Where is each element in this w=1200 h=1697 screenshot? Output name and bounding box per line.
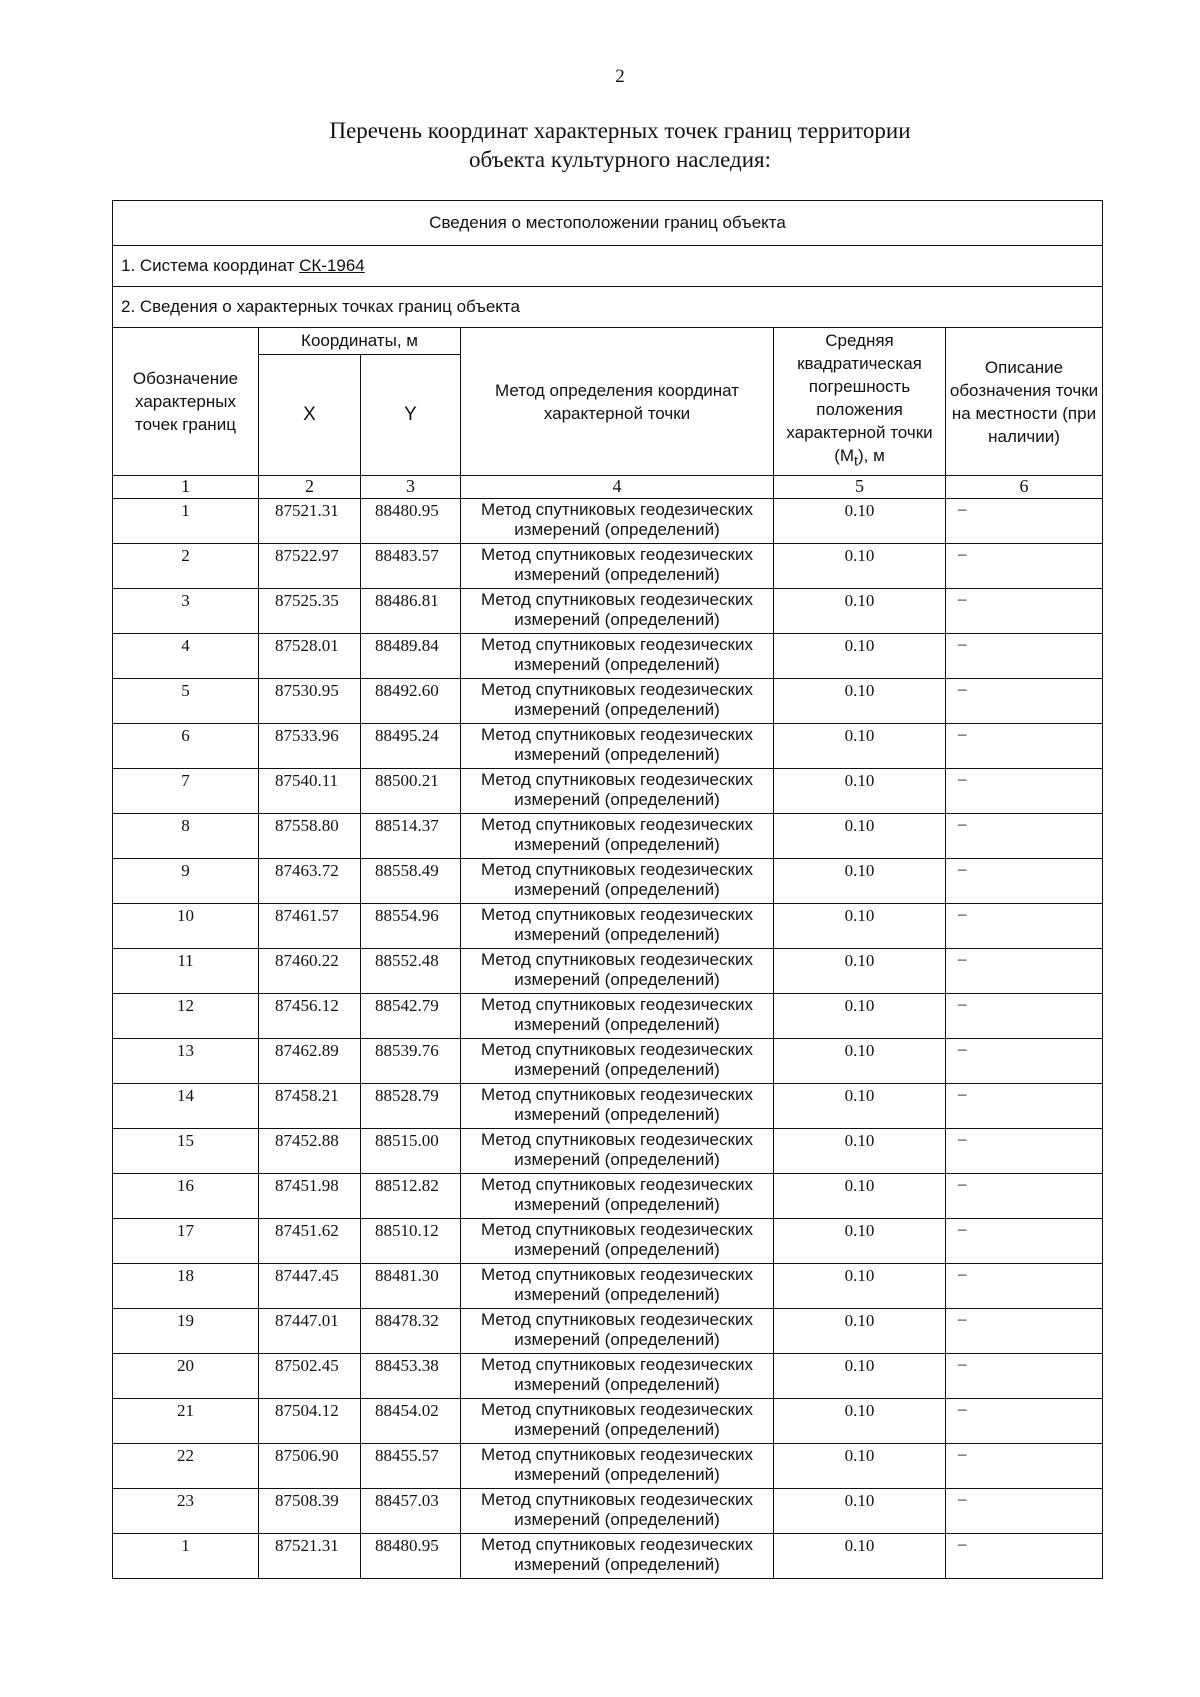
method-cell: Метод спутниковых геодезических измерений (определений) xyxy=(461,544,774,589)
table-row xyxy=(113,859,1103,904)
header-description: Описание обозначения точки на местности (при наличии) xyxy=(946,328,1103,476)
y-coordinate-cell: 88500.21 xyxy=(361,769,461,814)
point-id-cell: 7 xyxy=(113,769,259,814)
x-coordinate-cell: 87460.22 xyxy=(259,949,361,994)
column-number: 2 xyxy=(259,476,361,499)
table-row xyxy=(113,1174,1103,1219)
description-cell: – xyxy=(946,1309,1103,1354)
column-number: 1 xyxy=(113,476,259,499)
accuracy-cell: 0.10 xyxy=(774,859,946,904)
accuracy-cell: 0.10 xyxy=(774,724,946,769)
y-coordinate-cell: 88515.00 xyxy=(361,1129,461,1174)
accuracy-cell: 0.10 xyxy=(774,1084,946,1129)
point-id-cell: 12 xyxy=(113,994,259,1039)
table-row xyxy=(113,1534,1103,1579)
method-cell: Метод спутниковых геодезических измерений (определений) xyxy=(461,859,774,904)
accuracy-cell: 0.10 xyxy=(774,679,946,724)
description-cell: – xyxy=(946,679,1103,724)
table-row xyxy=(113,634,1103,679)
coordinate-system-row xyxy=(113,246,1103,287)
table-row xyxy=(113,814,1103,859)
accuracy-cell: 0.10 xyxy=(774,1219,946,1264)
description-cell: – xyxy=(946,1354,1103,1399)
description-cell: – xyxy=(946,904,1103,949)
point-id-cell: 15 xyxy=(113,1129,259,1174)
accuracy-cell: 0.10 xyxy=(774,1174,946,1219)
table-row xyxy=(113,724,1103,769)
y-coordinate-cell: 88492.60 xyxy=(361,679,461,724)
description-cell: – xyxy=(946,994,1103,1039)
point-id-cell: 10 xyxy=(113,904,259,949)
point-id-cell: 22 xyxy=(113,1444,259,1489)
x-coordinate-cell: 87451.62 xyxy=(259,1219,361,1264)
method-cell: Метод спутниковых геодезических измерений (определений) xyxy=(461,1489,774,1534)
accuracy-cell: 0.10 xyxy=(774,1444,946,1489)
method-cell: Метод спутниковых геодезических измерений (определений) xyxy=(461,994,774,1039)
description-cell: – xyxy=(946,1264,1103,1309)
method-cell: Метод спутниковых геодезических измерений (определений) xyxy=(461,1354,774,1399)
accuracy-cell: 0.10 xyxy=(774,1129,946,1174)
point-id-cell: 5 xyxy=(113,679,259,724)
x-coordinate-cell: 87530.95 xyxy=(259,679,361,724)
accuracy-cell: 0.10 xyxy=(774,1354,946,1399)
y-coordinate-cell: 88453.38 xyxy=(361,1354,461,1399)
x-coordinate-cell: 87506.90 xyxy=(259,1444,361,1489)
x-coordinate-cell: 87533.96 xyxy=(259,724,361,769)
description-cell: – xyxy=(946,1084,1103,1129)
coordinates-table xyxy=(112,200,1103,1579)
table-row xyxy=(113,1489,1103,1534)
x-coordinate-cell: 87456.12 xyxy=(259,994,361,1039)
column-number: 4 xyxy=(461,476,774,499)
y-coordinate-cell: 88457.03 xyxy=(361,1489,461,1534)
header-x: X xyxy=(259,355,361,476)
description-cell: – xyxy=(946,499,1103,544)
description-cell: – xyxy=(946,1399,1103,1444)
accuracy-cell: 0.10 xyxy=(774,499,946,544)
y-coordinate-cell: 88510.12 xyxy=(361,1219,461,1264)
column-number: 3 xyxy=(361,476,461,499)
column-numbers-row xyxy=(113,476,1103,499)
x-coordinate-cell: 87540.11 xyxy=(259,769,361,814)
method-cell: Метод спутниковых геодезических измерений (определений) xyxy=(461,1039,774,1084)
y-coordinate-cell: 88495.24 xyxy=(361,724,461,769)
description-cell: – xyxy=(946,814,1103,859)
x-coordinate-cell: 87502.45 xyxy=(259,1354,361,1399)
method-cell: Метод спутниковых геодезических измерений (определений) xyxy=(461,1129,774,1174)
point-id-cell: 1 xyxy=(113,1534,259,1579)
table-row xyxy=(113,679,1103,724)
point-id-cell: 4 xyxy=(113,634,259,679)
table-row xyxy=(113,1264,1103,1309)
column-number: 5 xyxy=(774,476,946,499)
table-row xyxy=(113,1084,1103,1129)
x-coordinate-cell: 87558.80 xyxy=(259,814,361,859)
point-id-cell: 6 xyxy=(113,724,259,769)
table-row xyxy=(113,1129,1103,1174)
description-cell: – xyxy=(946,1489,1103,1534)
description-cell: – xyxy=(946,769,1103,814)
accuracy-cell: 0.10 xyxy=(774,634,946,679)
description-cell: – xyxy=(946,859,1103,904)
method-cell: Метод спутниковых геодезических измерений (определений) xyxy=(461,1534,774,1579)
subscript-t: t xyxy=(854,453,858,470)
accuracy-cell: 0.10 xyxy=(774,769,946,814)
x-coordinate-cell: 87528.01 xyxy=(259,634,361,679)
x-coordinate-cell: 87461.57 xyxy=(259,904,361,949)
y-coordinate-cell: 88512.82 xyxy=(361,1174,461,1219)
x-coordinate-cell: 87463.72 xyxy=(259,859,361,904)
table-row xyxy=(113,1309,1103,1354)
column-number: 6 xyxy=(946,476,1103,499)
method-cell: Метод спутниковых геодезических измерений (определений) xyxy=(461,949,774,994)
description-cell: – xyxy=(946,589,1103,634)
point-id-cell: 8 xyxy=(113,814,259,859)
header-method: Метод определения координат характерной точки xyxy=(461,328,774,476)
description-cell: – xyxy=(946,544,1103,589)
header-coordinates: Координаты, м xyxy=(259,328,461,355)
x-coordinate-cell: 87451.98 xyxy=(259,1174,361,1219)
y-coordinate-cell: 88514.37 xyxy=(361,814,461,859)
method-cell: Метод спутниковых геодезических измерений (определений) xyxy=(461,904,774,949)
accuracy-cell: 0.10 xyxy=(774,1039,946,1084)
method-cell: Метод спутниковых геодезических измерений (определений) xyxy=(461,814,774,859)
point-id-cell: 16 xyxy=(113,1174,259,1219)
method-cell: Метод спутниковых геодезических измерений (определений) xyxy=(461,1399,774,1444)
table-row xyxy=(113,904,1103,949)
y-coordinate-cell: 88558.49 xyxy=(361,859,461,904)
table-row xyxy=(113,499,1103,544)
point-id-cell: 14 xyxy=(113,1084,259,1129)
method-cell: Метод спутниковых геодезических измерений (определений) xyxy=(461,1444,774,1489)
x-coordinate-cell: 87447.45 xyxy=(259,1264,361,1309)
point-id-cell: 18 xyxy=(113,1264,259,1309)
coordinate-system-value: СК-1964 xyxy=(299,256,365,275)
method-cell: Метод спутниковых геодезических измерений (определений) xyxy=(461,499,774,544)
y-coordinate-cell: 88554.96 xyxy=(361,904,461,949)
header-designation: Обозначение характерных точек границ xyxy=(113,328,259,476)
point-id-cell: 20 xyxy=(113,1354,259,1399)
y-coordinate-cell: 88528.79 xyxy=(361,1084,461,1129)
title-line-1: Перечень координат характерных точек границ территории xyxy=(329,118,911,143)
point-id-cell: 3 xyxy=(113,589,259,634)
point-id-cell: 1 xyxy=(113,499,259,544)
accuracy-cell: 0.10 xyxy=(774,1264,946,1309)
point-id-cell: 2 xyxy=(113,544,259,589)
y-coordinate-cell: 88455.57 xyxy=(361,1444,461,1489)
accuracy-cell: 0.10 xyxy=(774,1309,946,1354)
y-coordinate-cell: 88478.32 xyxy=(361,1309,461,1354)
x-coordinate-cell: 87458.21 xyxy=(259,1084,361,1129)
table-row xyxy=(113,994,1103,1039)
y-coordinate-cell: 88480.95 xyxy=(361,499,461,544)
accuracy-cell: 0.10 xyxy=(774,1399,946,1444)
method-cell: Метод спутниковых геодезических измерений (определений) xyxy=(461,1174,774,1219)
method-cell: Метод спутниковых геодезических измерений (определений) xyxy=(461,769,774,814)
y-coordinate-cell: 88539.76 xyxy=(361,1039,461,1084)
table-row xyxy=(113,1354,1103,1399)
table-row xyxy=(113,1219,1103,1264)
description-cell: – xyxy=(946,1039,1103,1084)
description-cell: – xyxy=(946,634,1103,679)
accuracy-cell: 0.10 xyxy=(774,949,946,994)
point-id-cell: 17 xyxy=(113,1219,259,1264)
x-coordinate-cell: 87452.88 xyxy=(259,1129,361,1174)
coordinate-system-label: 1. Система координат xyxy=(121,256,300,275)
y-coordinate-cell: 88542.79 xyxy=(361,994,461,1039)
x-coordinate-cell: 87525.35 xyxy=(259,589,361,634)
title-line-2: объекта культурного наследия: xyxy=(468,147,772,172)
x-coordinate-cell: 87504.12 xyxy=(259,1399,361,1444)
document-title xyxy=(0,116,1200,174)
point-id-cell: 9 xyxy=(113,859,259,904)
y-coordinate-cell: 88486.81 xyxy=(361,589,461,634)
description-cell: – xyxy=(946,1444,1103,1489)
method-cell: Метод спутниковых геодезических измерений (определений) xyxy=(461,1309,774,1354)
accuracy-cell: 0.10 xyxy=(774,904,946,949)
method-cell: Метод спутниковых геодезических измерений (определений) xyxy=(461,634,774,679)
point-id-cell: 23 xyxy=(113,1489,259,1534)
description-cell: – xyxy=(946,1534,1103,1579)
x-coordinate-cell: 87521.31 xyxy=(259,1534,361,1579)
y-coordinate-cell: 88489.84 xyxy=(361,634,461,679)
method-cell: Метод спутниковых геодезических измерений (определений) xyxy=(461,589,774,634)
page-number: 2 xyxy=(615,66,625,87)
y-coordinate-cell: 88481.30 xyxy=(361,1264,461,1309)
method-cell: Метод спутниковых геодезических измерений (определений) xyxy=(461,1084,774,1129)
point-id-cell: 11 xyxy=(113,949,259,994)
x-coordinate-cell: 87508.39 xyxy=(259,1489,361,1534)
method-cell: Метод спутниковых геодезических измерений (определений) xyxy=(461,679,774,724)
point-id-cell: 21 xyxy=(113,1399,259,1444)
accuracy-cell: 0.10 xyxy=(774,1489,946,1534)
y-coordinate-cell: 88480.95 xyxy=(361,1534,461,1579)
y-coordinate-cell: 88454.02 xyxy=(361,1399,461,1444)
point-id-cell: 19 xyxy=(113,1309,259,1354)
table-row xyxy=(113,544,1103,589)
description-cell: – xyxy=(946,1129,1103,1174)
accuracy-cell: 0.10 xyxy=(774,544,946,589)
accuracy-cell: 0.10 xyxy=(774,589,946,634)
table-row xyxy=(113,589,1103,634)
y-coordinate-cell: 88552.48 xyxy=(361,949,461,994)
method-cell: Метод спутниковых геодезических измерений (определений) xyxy=(461,1264,774,1309)
x-coordinate-cell: 87521.31 xyxy=(259,499,361,544)
accuracy-cell: 0.10 xyxy=(774,1534,946,1579)
x-coordinate-cell: 87462.89 xyxy=(259,1039,361,1084)
description-cell: – xyxy=(946,724,1103,769)
table-row xyxy=(113,769,1103,814)
table-row xyxy=(113,1039,1103,1084)
description-cell: – xyxy=(946,1174,1103,1219)
method-cell: Метод спутниковых геодезических измерений (определений) xyxy=(461,1219,774,1264)
y-coordinate-cell: 88483.57 xyxy=(361,544,461,589)
points-section-title: 2. Сведения о характерных точках границ объекта xyxy=(113,287,1103,328)
accuracy-cell: 0.10 xyxy=(774,994,946,1039)
description-cell: – xyxy=(946,949,1103,994)
header-accuracy: Средняя квадратическая погрешность положения характерной точки $(M_t)$, м xyxy=(774,328,946,476)
description-cell: – xyxy=(946,1219,1103,1264)
point-id-cell: 13 xyxy=(113,1039,259,1084)
x-coordinate-cell: 87447.01 xyxy=(259,1309,361,1354)
section-title: Сведения о местоположении границ объекта xyxy=(113,201,1103,246)
method-cell: Метод спутниковых геодезических измерений (определений) xyxy=(461,724,774,769)
table-row xyxy=(113,949,1103,994)
table-row xyxy=(113,1444,1103,1489)
x-coordinate-cell: 87522.97 xyxy=(259,544,361,589)
accuracy-cell: 0.10 xyxy=(774,814,946,859)
table-row xyxy=(113,1399,1103,1444)
header-y: Y xyxy=(361,355,461,476)
